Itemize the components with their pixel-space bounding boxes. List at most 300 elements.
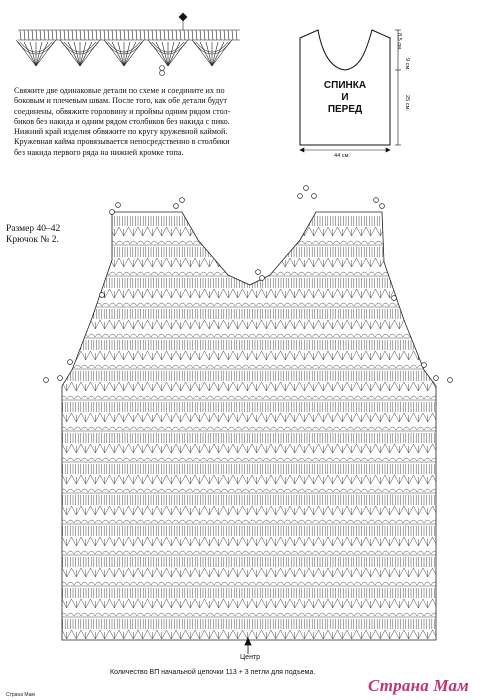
chain-arch [396,396,403,399]
schema-label-line1: СПИНКА [323,80,367,91]
chain-arch [298,489,305,492]
chain-arch [74,489,81,492]
edging-stitch [136,30,137,40]
chain-arch [375,272,382,275]
chain-arch [81,303,88,306]
chain-arch [144,489,151,492]
chain-arch [179,582,186,585]
chain-arch [403,427,410,430]
chain-arch [130,489,137,492]
v-stitch [385,258,395,267]
edging-stitch [152,30,153,40]
edging-stitch [176,30,177,40]
chain-arch [431,241,438,244]
v-stitch [414,258,424,267]
chain-arch [193,613,200,616]
chain-arch [270,489,277,492]
chain-arch [130,334,137,337]
chain-arch [228,334,235,337]
chain-arch [305,551,312,554]
chain-arch [172,520,179,523]
chain-arch [165,241,172,244]
chain-arch [151,458,158,461]
chain-arch [200,458,207,461]
chain-arch [235,427,242,430]
chain-arch [116,365,123,368]
chain-arch [298,520,305,523]
chain-arch [263,613,270,616]
chain-arch [312,272,319,275]
chain-arch [172,241,179,244]
edging-stitch [104,30,105,40]
chain-arch [361,582,368,585]
garment-stitch-chart [44,186,453,640]
chain-arch [144,396,151,399]
chain-arch [417,489,424,492]
edging-stitch [80,30,81,40]
chain-arch [417,551,424,554]
chain-arch [186,458,193,461]
v-stitch [81,258,91,267]
chain-arch [67,334,74,337]
chain-arch [193,520,200,523]
chain-arch [410,396,417,399]
chain-arch [102,489,109,492]
chain-arch [368,365,375,368]
chain-arch [326,365,333,368]
chain-arch [95,613,102,616]
chain-arch [228,396,235,399]
chain-arch [74,582,81,585]
chain-arch [235,365,242,368]
chain-arch [333,241,340,244]
chain-arch [340,551,347,554]
chain-arch [277,458,284,461]
chain-arch [186,272,193,275]
chain-arch [116,334,123,337]
instruction-line: Кружевная кайма провязывается непосредственно в столбики [14,137,230,147]
chain-arch [431,551,438,554]
v-stitch [433,475,443,484]
chain-arch [417,241,424,244]
edging-stitch [192,30,193,40]
chain-arch [221,303,228,306]
chain-arch [410,489,417,492]
v-stitch [100,227,110,236]
chain-arch [347,613,354,616]
chain-arch [67,551,74,554]
chain-arch [207,396,214,399]
chain-arch [340,334,347,337]
chain-arch [431,334,438,337]
v-stitch [433,537,443,546]
chain-arch [151,551,158,554]
chain-arch [144,582,151,585]
chain-arch [130,551,137,554]
chain-arch [340,489,347,492]
chain-arch [88,334,95,337]
chain-arch [403,241,410,244]
chain-arch [221,520,228,523]
edging-stitch [140,30,141,40]
chain-arch [81,365,88,368]
chain-arch [396,272,403,275]
chain-arch [263,241,270,244]
chain-arch [60,520,67,523]
chain-arch [270,613,277,616]
chain-arch [256,613,263,616]
chain-arch [368,582,375,585]
chain-arch [60,613,67,616]
chain-arch [186,334,193,337]
chain-arch [410,613,417,616]
chain-arch [438,489,445,492]
chain-arch [186,427,193,430]
chain-arch [312,427,319,430]
chain-arch [431,396,438,399]
chain-arch [123,489,130,492]
chain-arch [312,458,319,461]
v-stitch [433,289,443,298]
chain-arch [228,241,235,244]
chain-arch [403,365,410,368]
edging-stitch [64,30,65,40]
chain-arch [214,303,221,306]
picot-marker [68,360,73,365]
chain-arch [347,520,354,523]
chain-arch [179,303,186,306]
chain-arch [214,241,221,244]
chain-arch [438,458,445,461]
chain-arch [137,489,144,492]
chain-arch [130,365,137,368]
chain-arch [81,613,88,616]
edging-stitch [60,30,61,40]
chain-arch [95,396,102,399]
chain-arch [424,458,431,461]
chain-arch [284,272,291,275]
chain-arch [354,365,361,368]
chain-arch [123,551,130,554]
chain-arch [431,272,438,275]
chain-arch [144,365,151,368]
chain-arch [368,272,375,275]
chain-arch [361,458,368,461]
chain-arch [242,365,249,368]
chain-arch [235,303,242,306]
chain-arch [186,365,193,368]
chain-arch [291,272,298,275]
chain-arch [214,334,221,337]
chain-arch [256,458,263,461]
chain-arch [235,551,242,554]
chain-arch [158,303,165,306]
chain-arch [389,334,396,337]
chain-arch [249,241,256,244]
chain-arch [151,272,158,275]
chain-arch [165,520,172,523]
chain-arch [340,582,347,585]
chain-arch [228,551,235,554]
chain-arch [228,458,235,461]
v-stitch [72,320,82,329]
chain-arch [109,613,116,616]
chain-arch [270,551,277,554]
edging-stitch [180,30,181,40]
chain-arch [60,489,67,492]
hook-line: Крючок № 2. [6,235,59,245]
chain-arch [179,613,186,616]
v-stitch [433,227,443,236]
chain-arch [88,241,95,244]
chain-arch [235,334,242,337]
chain-arch [186,582,193,585]
chain-arch [389,396,396,399]
chain-arch [361,241,368,244]
edging-stitch [128,30,129,40]
chain-arch [326,396,333,399]
edging-stitch [168,30,169,40]
chain-arch [214,427,221,430]
chain-arch [102,241,109,244]
edging-stitch [224,30,225,40]
chain-arch [88,458,95,461]
chain-arch [284,334,291,337]
v-stitch [62,289,72,298]
picot-marker [312,194,317,199]
chain-arch [179,458,186,461]
chain-arch [235,520,242,523]
v-stitch [395,227,405,236]
edging-stitch [100,30,101,40]
chain-arch [74,241,81,244]
chain-arch [172,489,179,492]
v-stitch [233,227,243,236]
chain-arch [109,303,116,306]
chain-arch [431,427,438,430]
chain-arch [277,303,284,306]
chain-arch [207,551,214,554]
chain-arch [193,396,200,399]
chain-arch [130,303,137,306]
chain-arch [354,272,361,275]
chain-arch [172,551,179,554]
chain-arch [151,582,158,585]
chain-arch [263,272,270,275]
edging-stitch [196,30,197,40]
chain-arch [186,489,193,492]
chain-arch [235,489,242,492]
chain-arch [277,272,284,275]
chain-arch [382,520,389,523]
chain-arch [214,489,221,492]
chain-arch [179,334,186,337]
chain-arch [305,396,312,399]
chain-arch [81,458,88,461]
chain-arch [102,303,109,306]
chain-arch [179,396,186,399]
chain-arch [109,396,116,399]
chain-arch [74,551,81,554]
chain-arch [193,303,200,306]
chain-arch [249,303,256,306]
chain-arch [305,303,312,306]
chain-arch [172,427,179,430]
v-stitch [205,227,215,236]
chain-arch [137,365,144,368]
chain-arch [417,458,424,461]
chain-arch [165,489,172,492]
v-stitch [72,289,82,298]
chain-arch [431,489,438,492]
chain-arch [74,520,81,523]
picot-marker [110,210,115,215]
chain-arch [116,613,123,616]
instructions-text [14,86,286,158]
chain-arch [361,489,368,492]
chain-arch [333,582,340,585]
chain-arch [270,365,277,368]
chain-arch [389,520,396,523]
chain-arch [284,365,291,368]
chain-arch [410,365,417,368]
chain-arch [263,582,270,585]
chain-arch [193,582,200,585]
chain-arch [172,458,179,461]
chain-arch [431,303,438,306]
schema-dim-side: 25 см. [404,95,410,111]
chain-arch [291,520,298,523]
chain-arch [319,551,326,554]
chain-arch [291,489,298,492]
v-stitch [433,599,443,608]
edging-stitch [184,30,185,40]
chain-arch [60,303,67,306]
chain-arch [375,551,382,554]
chain-arch [235,241,242,244]
chain-arch [298,613,305,616]
v-stitch [423,289,433,298]
chain-arch [347,272,354,275]
edging-stitch [96,30,97,40]
chain-arch [200,613,207,616]
chain-arch [249,334,256,337]
diamond-marker [179,13,187,21]
chain-arch [326,613,333,616]
chain-arch [291,303,298,306]
v-stitch [271,227,281,236]
chain-arch [284,427,291,430]
chain-arch [354,582,361,585]
chain-arch [95,241,102,244]
chain-arch [123,334,130,337]
chain-arch [417,613,424,616]
chain-arch [144,303,151,306]
chain-arch [375,458,382,461]
chain-arch [102,582,109,585]
chain-arch [312,520,319,523]
v-stitch [433,413,443,422]
chain-arch [410,582,417,585]
chain-arch [74,396,81,399]
chain-arch [242,396,249,399]
picot-marker [392,296,397,301]
chain-arch [151,613,158,616]
chain-arch [284,489,291,492]
chain-arch [102,551,109,554]
chain-arch [228,303,235,306]
chain-arch [403,613,410,616]
chain-arch [200,396,207,399]
chain-arch [60,365,67,368]
chain-arch [193,365,200,368]
chain-arch [172,582,179,585]
chain-arch [375,582,382,585]
edging-stitch [48,30,49,40]
chain-arch [298,427,305,430]
chain-arch [256,489,263,492]
chain-arch [277,241,284,244]
chain-arch [123,613,130,616]
chain-arch [186,303,193,306]
chain-arch [298,551,305,554]
chain-arch [165,613,172,616]
chain-arch [375,303,382,306]
chain-arch [270,582,277,585]
chain-arch [284,582,291,585]
chain-arch [319,520,326,523]
chain-arch [284,303,291,306]
chain-arch [368,489,375,492]
chain-arch [249,272,256,275]
chain-arch [298,458,305,461]
chain-arch [109,241,116,244]
chain-arch [410,520,417,523]
schema-label-line2: И [341,92,349,103]
chain-arch [410,272,417,275]
chain-arch [284,551,291,554]
chain-arch [256,396,263,399]
picot-marker [100,293,105,298]
chain-arch [249,458,256,461]
chain-arch [382,396,389,399]
v-stitch [433,258,443,267]
v-stitch [271,258,281,267]
chain-arch [284,396,291,399]
chain-arch [74,458,81,461]
chain-arch [382,551,389,554]
edging-stitch [232,30,233,40]
chain-arch [291,551,298,554]
edging-stitch [44,30,45,40]
edging-stitch [24,30,25,40]
chain-arch [375,365,382,368]
chain-arch [74,427,81,430]
chain-arch [102,520,109,523]
chain-arch [375,334,382,337]
edging-stitch [220,30,221,40]
edging-stitch [164,30,165,40]
chain-arch [207,489,214,492]
chain-arch [81,427,88,430]
chain-arch [207,241,214,244]
v-stitch [423,258,433,267]
chain-arch [263,365,270,368]
chain-arch [144,427,151,430]
edging-picot [160,66,165,71]
chain-arch [361,303,368,306]
chain-arch [354,520,361,523]
